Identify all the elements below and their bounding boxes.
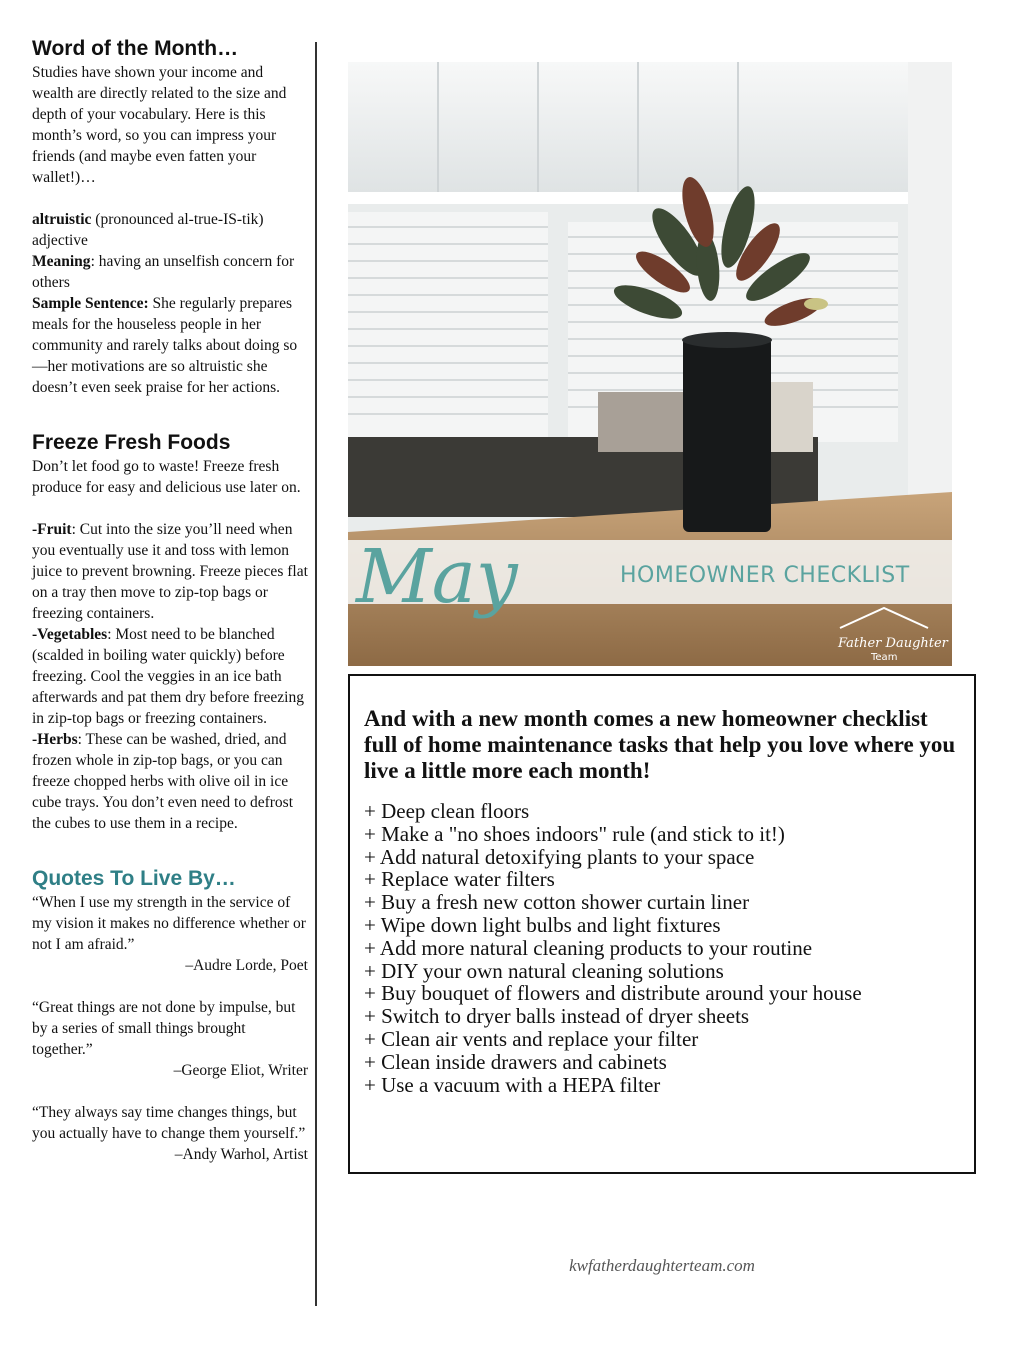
left-column: [32, 36, 308, 1165]
word-intro: Studies have shown your income and wealth are directly related to the size and depth of your vocabulary. Here is this month’s word, so you can impress your friends (and maybe even fatten your wallet!)…: [32, 64, 287, 186]
image-logo-line1: Father Daughter: [838, 636, 948, 651]
checklist-intro: And with a new month comes a new homeowner checklist full of home maintenance tasks that help you love where you live a little more each month!: [364, 706, 956, 783]
checklist-item: + Clean inside drawers and cabinets: [364, 1049, 667, 1074]
quote-3: “They always say time changes things, but you actually have to change them yourself.”: [32, 1104, 306, 1142]
quote-3-author: –Andy Warhol, Artist: [174, 1146, 308, 1163]
word-term: altruistic: [32, 211, 92, 228]
fruit-text: : Cut into the size you’ll need when you eventually use it and toss with lemon juice to prevent browning. Freeze pieces flat on a tray then move to zip-top bags or freezing containers.: [32, 521, 308, 622]
checklist-item: + Add natural detoxifying plants to your space: [364, 844, 755, 869]
image-logo-line2: Team: [871, 652, 898, 663]
word-meaning: [32, 251, 308, 293]
footer-website: kwfatherdaughterteam.com: [569, 1256, 755, 1275]
freeze-intro: Don’t let food go to waste! Freeze fresh produce for easy and delicious use later on.: [32, 458, 301, 496]
image-script-title: May: [356, 534, 518, 620]
checklist-item: + Switch to dryer balls instead of dryer sheets: [364, 1004, 750, 1029]
plant-scene-illustration: [348, 62, 952, 666]
quotes-heading: Quotes To Live By…: [32, 867, 236, 890]
word-pronunciation: (pronounced al-true-IS-tik) adjective: [32, 211, 264, 249]
checklist-items: [364, 800, 960, 1096]
vegetables-text: : Most need to be blanched (scalded in boiling water quickly) before freezing. Cool the veggies in an ice bath afterwards and pat them dry before freezing in zip-top bags or freezing containers.: [32, 626, 304, 727]
quote-2-author: –George Eliot, Writer: [173, 1062, 308, 1079]
checklist-item: + Wipe down light bulbs and light fixtures: [364, 912, 721, 937]
image-subtitle: HOMEOWNER CHECKLIST: [620, 563, 910, 588]
checklist-item: + Buy bouquet of flowers and distribute around your house: [364, 981, 862, 1006]
checklist-item: + Make a "no shoes indoors" rule (and stick to it!): [364, 821, 785, 846]
checklist-item: + DIY your own natural cleaning solutions: [364, 958, 724, 983]
herbs-text: : These can be washed, dried, and frozen whole in zip-top bags, or you can freeze chopped herbs with olive oil in ice cube trays. You don’t even need to defrost the cubes to use them in a recipe.: [32, 731, 294, 832]
checklist-item: + Buy a fresh new cotton shower curtain liner: [364, 890, 750, 915]
freeze-herbs: [32, 729, 308, 834]
checklist-item: + Replace water filters: [364, 867, 555, 892]
checklist-item: + Deep clean floors: [364, 799, 530, 823]
word-heading: Word of the Month…: [32, 37, 239, 60]
quote-1: “When I use my strength in the service of my vision it makes no difference whether or not I am afraid.”: [32, 894, 306, 953]
herbs-label: -Herbs: [32, 731, 78, 748]
vegetables-label: -Vegetables: [32, 626, 108, 643]
meaning-text: : having an unselfish concern for others: [32, 253, 295, 291]
column-divider: [315, 42, 317, 1306]
quote-2: “Great things are not done by impulse, but by a series of small things brought together.”: [32, 999, 296, 1058]
sample-text: She regularly prepares meals for the houseless people in her community and rarely talks about doing so—her motivations are so altruistic she doesn’t even seek praise for her actions.: [32, 295, 298, 396]
fruit-label: -Fruit: [32, 521, 72, 538]
may-checklist-image: [348, 62, 952, 666]
word-sample: [32, 293, 308, 398]
freeze-vegetables: [32, 624, 308, 729]
freeze-heading: Freeze Fresh Foods: [32, 431, 231, 454]
quote-1-author: –Audre Lorde, Poet: [185, 957, 308, 974]
word-definition: [32, 209, 308, 251]
checklist-item: + Clean air vents and replace your filter: [364, 1026, 699, 1051]
checklist-item: + Use a vacuum with a HEPA filter: [364, 1072, 661, 1097]
sample-label: Sample Sentence:: [32, 295, 149, 312]
checklist-box: [348, 674, 976, 1174]
checklist-item: + Add more natural cleaning products to your routine: [364, 935, 813, 960]
meaning-label: Meaning: [32, 253, 91, 270]
freeze-fruit: [32, 519, 308, 624]
